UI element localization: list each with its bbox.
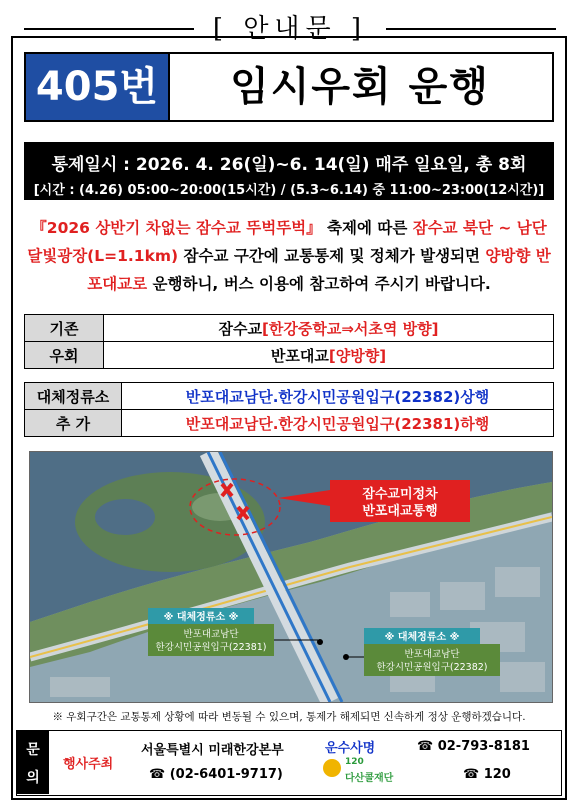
footer	[16, 730, 562, 796]
route-number: 405번	[26, 54, 170, 120]
caption-note: ※ 우회구간은 교통통제 상황에 따라 변동될 수 있으며, 통제가 해제되면 신속하게 정상 운행하겠습니다.	[52, 711, 526, 723]
notice-seg: 축제에 따른	[321, 219, 413, 237]
title-box	[24, 52, 554, 122]
detour-section: 양방향 반포대교로	[87, 247, 551, 293]
existing-main: 잠수교	[218, 319, 263, 338]
detour-label: 우회	[25, 342, 104, 369]
stop-b-marker	[343, 654, 349, 660]
header-line-right	[386, 28, 556, 30]
stop-a-line1: 반포대교남단	[183, 629, 239, 640]
callout-line1: 잠수교미정차	[362, 487, 438, 502]
closed-section: 잠수교 북단 ~ 남단 달빛광장(L=1.1km)	[27, 219, 547, 265]
stops-table	[24, 382, 554, 437]
stop-a-marker	[317, 639, 323, 645]
notice-seg: 운행하니, 버스 이용에 참고하여 주시기 바랍니다.	[147, 275, 491, 293]
operator-label: 운수사명	[325, 741, 376, 756]
host-label: 행사주최	[63, 757, 114, 772]
dasan-logo-icon	[323, 759, 341, 777]
stop-down: 반포대교남단.한강시민공원입구(22381)하행	[122, 410, 554, 437]
stops-label-2: 추 가	[25, 410, 122, 437]
existing-route	[104, 315, 554, 342]
existing-detail: [한강중학교⇒서초역 방향]	[262, 319, 439, 338]
control-schedule	[24, 142, 554, 200]
stop-a-line2: 한강시민공원입구(22381)	[155, 642, 267, 653]
call-number: 120	[345, 757, 364, 767]
stops-label-1: 대체정류소	[25, 383, 122, 410]
route-map	[29, 451, 553, 703]
inquiry-char-2: 의	[26, 770, 40, 786]
detour-route	[104, 342, 554, 369]
call-phone: ☎ 120	[463, 767, 511, 782]
detour-detail: [양방향]	[328, 346, 387, 365]
route-table	[24, 314, 554, 369]
callout-line2: 반포대교통행	[362, 504, 438, 519]
detour-main: 반포대교	[270, 346, 329, 365]
festival-name: 『2026 상반기 차없는 잠수교 뚜벅뚜벅』	[31, 219, 322, 237]
control-time: [시간 : (4.26) 05:00~20:00(15시간) / (5.3~6.14) 중 11:00~23:00(12시간)]	[33, 183, 545, 198]
stop-b-line1: 반포대교남단	[404, 649, 460, 660]
operator-phone: ☎ 02-793-8181	[417, 739, 530, 754]
notice-heading: 임시우회 운행	[230, 64, 490, 110]
notice-seg: 잠수교 구간에 교통통제 및 정체가 발생되면	[178, 247, 486, 265]
host-name: 서울특별시 미래한강본부	[141, 743, 284, 758]
host-phone: ☎ (02-6401-9717)	[149, 767, 283, 782]
inquiry-char-1: 문	[26, 742, 40, 758]
notice-text	[24, 214, 554, 298]
map-graphic	[30, 452, 552, 702]
control-date: 통제일시 : 2026. 4. 26(일)~6. 14(일) 매주 일요일, 총 8회	[51, 155, 527, 175]
call-center: 다산콜재단	[345, 773, 394, 784]
existing-label: 기존	[25, 315, 104, 342]
stop-up: 반포대교남단.한강시민공원입구(22382)상행	[122, 383, 554, 410]
stop-a-title: ※ 대체정류소 ※	[163, 612, 239, 623]
stop-b-line2: 한강시민공원입구(22382)	[376, 662, 488, 673]
stop-b-title: ※ 대체정류소 ※	[384, 632, 460, 643]
notice-title: [ 안내문 ]	[212, 14, 368, 44]
inquiry-label	[17, 731, 49, 794]
